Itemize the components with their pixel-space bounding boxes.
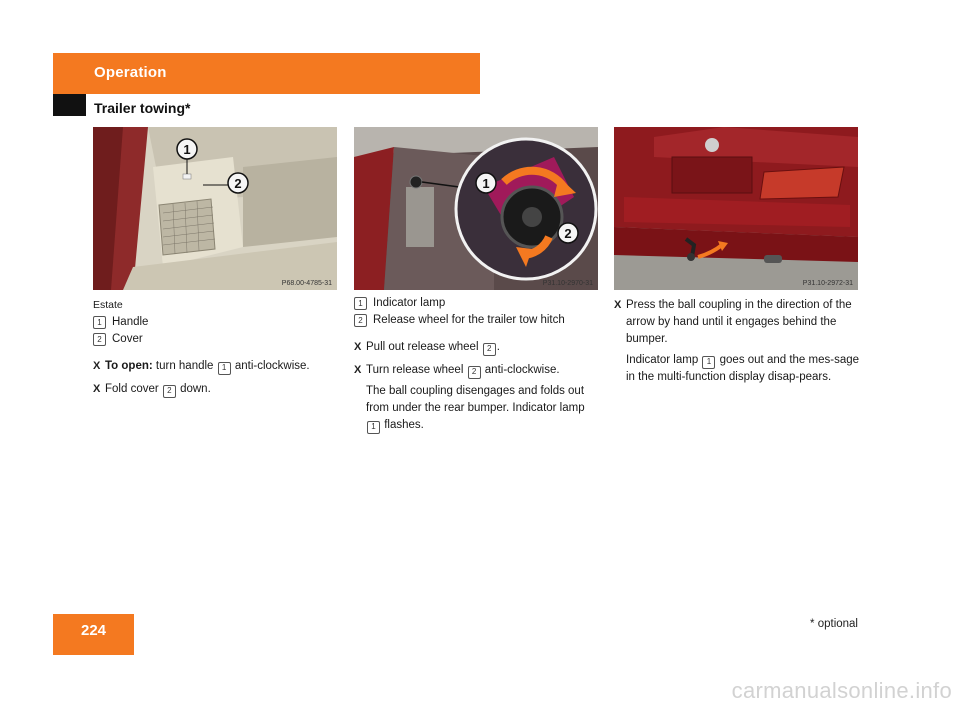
text-column-1 — [93, 297, 337, 398]
release-wheel-photo — [354, 127, 598, 290]
result-note: The ball coupling disengages and folds out from under the rear bumper. Indicator lamp 1 flashes. — [354, 383, 600, 434]
section-title: Operation — [94, 64, 167, 81]
result-note: Indicator lamp 1 goes out and the mes-sage in the multi-function display disap-pears. — [626, 354, 860, 383]
instruction-step: X Press the ball coupling in the direction of the arrow by hand until it engages behind the bumper. — [614, 297, 860, 348]
legend-label: Cover — [112, 333, 143, 345]
callout-2: 2 — [564, 226, 572, 241]
callout-number: 2 — [163, 385, 176, 398]
watermark: carmanualsonline.info — [731, 678, 952, 703]
legend-label: Indicator lamp — [373, 297, 446, 309]
image-code: P31.10-2972-31 — [802, 280, 853, 287]
header-tab-marker — [53, 94, 86, 116]
rear-bumper-photo — [614, 127, 858, 290]
callout-number: 2 — [93, 333, 106, 346]
image-code: P31.10-2970-31 — [542, 280, 593, 287]
instruction-step: X Pull out release wheel 2 . — [354, 339, 600, 356]
footnote: * optional — [810, 618, 858, 630]
callout-number: 1 — [93, 316, 106, 329]
legend-label: Handle — [112, 316, 149, 328]
legend-item — [354, 312, 600, 329]
callout-number: 1 — [367, 421, 380, 434]
image-code: P68.00-4785-31 — [281, 280, 332, 287]
subsection-title: Trailer towing* — [94, 100, 191, 116]
page-number: 224 — [80, 622, 107, 639]
callout-number: 1 — [218, 362, 231, 375]
callout-1: 1 — [183, 142, 191, 157]
callout-number: 1 — [702, 356, 715, 369]
callout-number: 2 — [468, 366, 481, 379]
instruction-step: X To open: turn handle 1 anti-clockwise. — [93, 358, 337, 375]
callout-2: 2 — [234, 176, 242, 191]
legend-item — [354, 295, 600, 312]
legend-label: Release wheel for the trailer tow hitch — [373, 314, 565, 326]
cargo-area-photo — [93, 127, 337, 290]
callout-number: 2 — [483, 343, 496, 356]
legend-item — [93, 314, 337, 331]
image-caption: Estate — [93, 299, 123, 311]
text-column-3 — [614, 297, 860, 386]
legend-item — [93, 331, 337, 348]
text-column-2 — [354, 295, 600, 434]
callout-number: 2 — [354, 314, 367, 327]
instruction-step: X Fold cover 2 down. — [93, 381, 337, 398]
callout-number: 1 — [354, 297, 367, 310]
instruction-step: X Turn release wheel 2 anti-clockwise. — [354, 362, 600, 379]
callout-1: 1 — [482, 176, 490, 191]
